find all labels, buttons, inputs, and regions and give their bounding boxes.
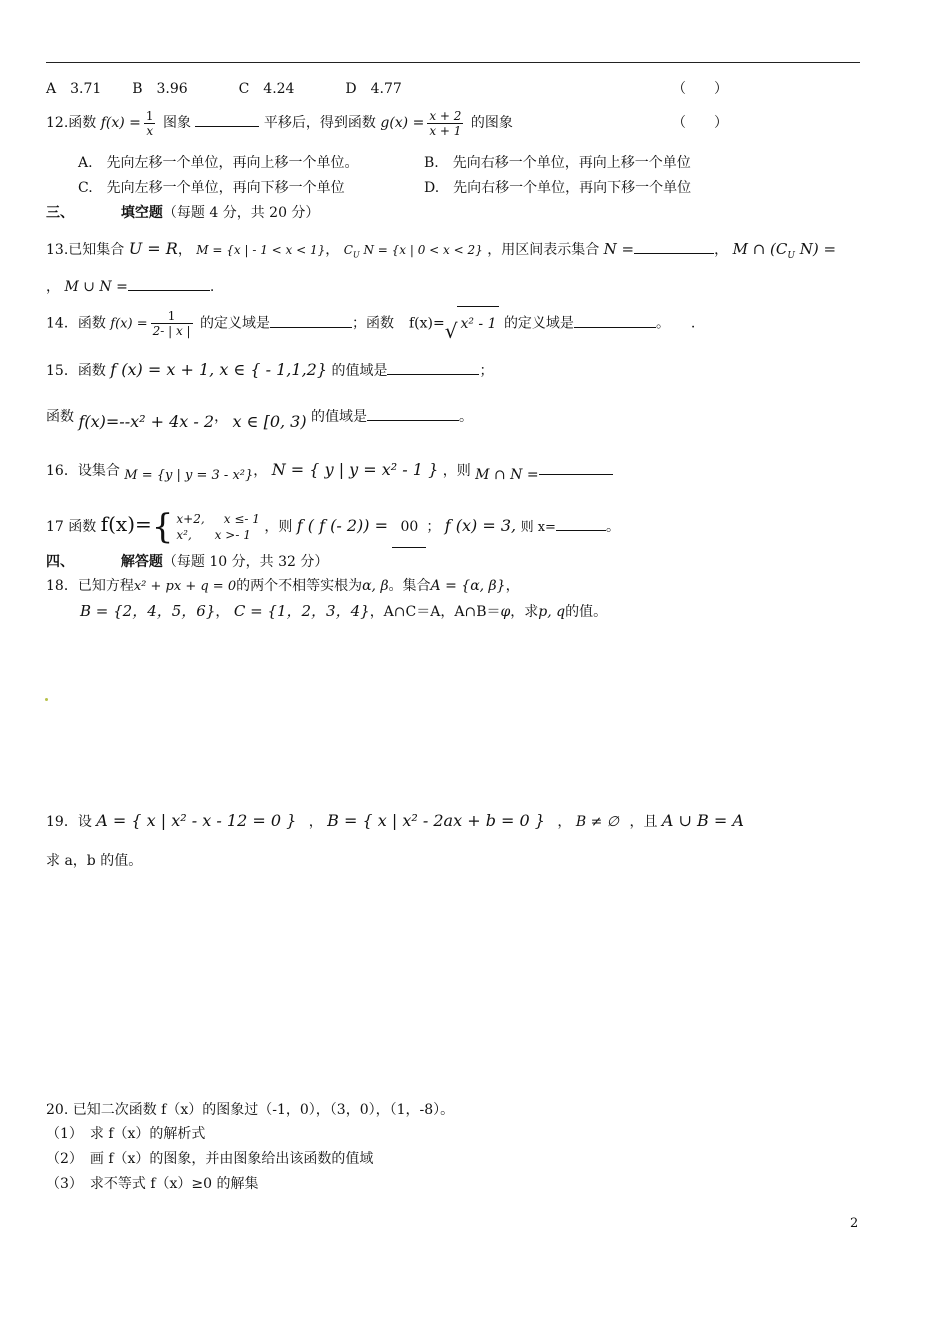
q11-option-a: A 3.71 <box>46 81 102 97</box>
q12-g-fraction <box>427 109 463 138</box>
q16-mid: ，则 <box>442 463 471 479</box>
q18-mid: 的两个不相等实根为 <box>236 578 363 594</box>
q15-sep2: ， <box>214 409 229 425</box>
page-number: 2 <box>850 1216 859 1231</box>
q13-universal-set: U = R <box>128 239 178 258</box>
q16-set-n: N = { y | y = x² - 1 } <box>271 460 439 479</box>
q14-blank-2[interactable] <box>574 313 656 328</box>
q15-prefix2: 函数 <box>46 409 74 425</box>
q19-set-a: A = { x | x² - x - 12 = 0 } <box>96 811 297 830</box>
q13-m-cap-rest: N) = <box>799 240 837 258</box>
q15-end1: ； <box>479 363 494 379</box>
q12-answer-paren: （ ） <box>672 115 728 131</box>
q19-prefix: 19．设 <box>46 814 92 830</box>
q19-set-b: B = { x | x² - 2ax + b = 0 } <box>327 811 545 830</box>
q11-option-d: D 4.77 <box>345 81 402 97</box>
q13-cun: C <box>343 243 353 257</box>
q15-suffix2: 的值域是 <box>311 409 368 425</box>
section3-note: （每题 4 分，共 20 分） <box>162 205 320 221</box>
section4-heading <box>46 551 328 573</box>
q17-piecewise <box>151 507 260 547</box>
q12-option-a: A. 先向左移一个单位，再向上移一个单位。 <box>78 155 359 171</box>
q18-line2 <box>80 600 607 623</box>
q12-mid2: 平移后，得到函数 <box>263 115 376 131</box>
q13-blank-n[interactable] <box>634 239 714 254</box>
q16-intersection: M ∩ N = <box>475 467 539 483</box>
q18-mid2: 。集合 <box>388 578 431 594</box>
q19-union: A ∪ B = A <box>661 811 744 830</box>
q13-blank-union[interactable] <box>128 276 210 291</box>
q17-sep: ； <box>426 519 441 535</box>
q19-sep1: ， <box>308 814 323 830</box>
q13-m-cap-complement <box>732 240 837 261</box>
q16-set-m: M = {y | y = 3 - x²} <box>124 468 254 483</box>
q18-roots: α, β <box>362 578 389 594</box>
q12-g-den: x + 1 <box>429 123 462 138</box>
q14-mid: 的定义域是 <box>200 315 271 332</box>
q13-m-cap: M ∩ (C <box>732 240 788 258</box>
q17-f-label: f(x)= <box>100 512 152 536</box>
q14-suffix: 的定义域是 <box>503 315 574 332</box>
q14-f-den: 2- | x | <box>152 324 191 338</box>
q20-part-3: （3） 求不等式 f（x）≥0 的解集 <box>46 1176 259 1192</box>
q18-line2-end: ，求 <box>510 604 539 620</box>
q12-stem <box>46 108 513 138</box>
q11-answer-paren: （ ） <box>672 81 728 97</box>
q18-line1 <box>46 575 520 598</box>
q15-blank-1[interactable] <box>387 360 479 375</box>
q14-radicand: x² - 1 <box>457 306 499 341</box>
q14-prefix: 14．函数 <box>46 315 106 332</box>
q15-end2: 。 <box>459 409 474 425</box>
q15-blank-2[interactable] <box>367 406 459 421</box>
q13-m-cup: M ∪ N = <box>64 279 128 295</box>
section3-num: 三、 <box>46 205 74 221</box>
q14-f-num: 1 <box>167 309 176 323</box>
q19-line2: 求 a，b 的值。 <box>46 853 143 869</box>
section3-title: 填空题 <box>120 205 163 221</box>
q14-sqrt <box>445 306 500 341</box>
q13-m-cap-sub: U <box>787 251 795 261</box>
q16-sep: ， <box>253 463 268 479</box>
stray-mark <box>45 698 48 701</box>
q16-blank[interactable] <box>539 460 613 475</box>
q12-g-label: g(x) = <box>380 115 425 131</box>
left-brace-icon: { <box>151 507 174 547</box>
header-rule <box>46 62 860 63</box>
q12-prefix: 12.函数 <box>46 115 97 131</box>
q16-line <box>46 456 613 486</box>
q20-stem: 20. 已知二次函数 f（x）的图象过（-1，0），（3，0），（1，-8）。 <box>46 1102 455 1118</box>
q18-set-c: C = {1，2，3，4} <box>233 602 370 620</box>
q14-sep: ；函数 <box>352 315 395 332</box>
q13-end: . <box>209 279 215 295</box>
q13-line2 <box>46 276 214 298</box>
section4-num: 四、 <box>46 554 74 570</box>
q17-line <box>46 504 620 548</box>
q14-line <box>46 306 695 342</box>
q18-conditions: ，A∩C＝A，A∩B＝ <box>369 604 501 620</box>
q15-function-1: f (x) = x + 1, x ∈ { - 1,1,2} <box>110 360 328 379</box>
q11-option-b: B 3.96 <box>132 81 188 97</box>
q17-fx-eq: f (x) = 3, <box>444 516 517 535</box>
q12-f-num: 1 <box>145 108 154 123</box>
q12-blank[interactable] <box>195 112 259 127</box>
q13-set-m: M = {x | - 1 < x < 1} <box>196 243 326 257</box>
q15-prefix: 15．函数 <box>46 363 106 379</box>
q18-sep: ， <box>215 604 230 620</box>
q13-n-eq: N = <box>603 240 635 258</box>
q18-set-a: A = {α, β} <box>430 578 506 594</box>
q15-function-2: f(x)=--x² + 4x - 2 <box>78 412 215 431</box>
q14-g-label: f(x)= <box>408 315 445 332</box>
q13-sep2: ， <box>325 242 340 258</box>
q13-mid: ，用区间表示集合 <box>487 242 600 258</box>
q19-sep2: ， <box>557 814 572 830</box>
q15-domain-2: x ∈ [0, 3) <box>232 412 307 431</box>
section4-note: （每题 10 分，共 32 分） <box>162 554 329 570</box>
q19-b-nonempty: B ≠ ∅ <box>575 814 619 830</box>
q18-line1-end: ， <box>505 578 520 594</box>
q19-sep3: ，且 <box>629 814 658 830</box>
section4-title: 解答题 <box>120 554 163 570</box>
q18-tail: 的值。 <box>565 604 608 620</box>
q13-complement-n <box>343 243 483 260</box>
q13-sep1: ， <box>177 242 192 258</box>
q13-prefix: 13.已知集合 <box>46 242 125 258</box>
section3-heading <box>46 202 319 224</box>
q15-line2 <box>46 402 473 431</box>
q20-part-1: （1） 求 f（x）的解析式 <box>46 1126 206 1142</box>
q14-end: 。 . <box>655 315 696 332</box>
q19-line1 <box>46 806 744 837</box>
q18-pq: p, q <box>538 604 566 620</box>
q17-composite: f ( f (- 2)) = <box>296 516 389 535</box>
q16-prefix: 16．设集合 <box>46 463 120 479</box>
q12-option-b: B. 先向右移一个单位，再向上移一个单位 <box>424 155 691 171</box>
q17-end: 。 <box>605 519 620 535</box>
q20-part-2: （2） 画 f（x）的图象，并由图象给出该函数的值域 <box>46 1151 374 1167</box>
q11-option-c: C 4.24 <box>238 81 295 97</box>
q17-mid: ，则 <box>264 519 293 535</box>
q13-line1 <box>46 234 836 271</box>
q12-g-num: x + 2 <box>429 108 462 123</box>
q17-case-1: x+2, x ≤- 1 <box>176 512 260 526</box>
q15-line1 <box>46 356 493 385</box>
q13-sep3: ， <box>714 242 729 258</box>
q13-cun-sub: U <box>352 250 360 260</box>
q15-suffix1: 的值域是 <box>331 363 388 379</box>
q14-f-fraction <box>151 309 193 338</box>
q12-option-c: C. 先向左移一个单位，再向下移一个单位 <box>78 180 345 196</box>
q18-set-b: B = {2，4，5，6} <box>80 602 216 620</box>
q14-f-label: f(x) = <box>110 316 148 332</box>
q14-blank-1[interactable] <box>270 313 352 328</box>
q12-f-label: f(x) = <box>100 115 141 131</box>
q12-f-fraction <box>144 109 156 138</box>
q18-prefix: 18．已知方程 <box>46 578 134 594</box>
q17-case-2: x², x >- 1 <box>176 528 251 542</box>
q17-answer-1[interactable]: 00 <box>392 507 426 548</box>
q12-option-d: D. 先向右移一个单位，再向下移一个单位 <box>424 180 692 196</box>
q17-prefix: 17 函数 <box>46 519 97 535</box>
q17-blank-x[interactable] <box>556 516 606 531</box>
q12-f-den: x <box>146 123 154 138</box>
q13-cun-rest: N = {x | 0 < x < 2} <box>363 243 483 257</box>
q12-suffix: 的图象 <box>470 115 513 131</box>
q18-equation: x² + px + q = 0 <box>133 579 237 594</box>
q12-mid1: 图象 <box>163 115 191 131</box>
q18-phi: φ <box>500 604 511 620</box>
q13-line2-prefix: ， <box>46 279 60 295</box>
radical-sign-icon: √ <box>444 319 458 343</box>
q17-then: 则 x= <box>520 520 556 535</box>
q11-options <box>46 78 402 100</box>
